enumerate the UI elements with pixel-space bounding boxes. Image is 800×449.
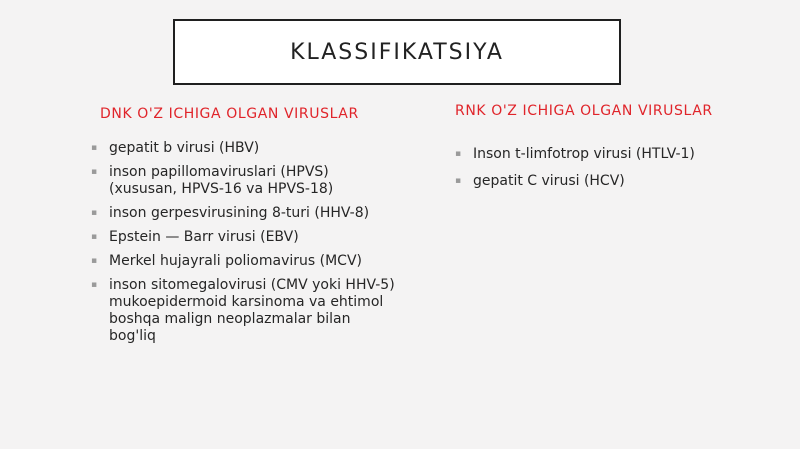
bullet-icon: ▪ bbox=[91, 256, 98, 266]
bullet-icon: ▪ bbox=[91, 208, 98, 218]
list-item-text: Inson t-limfotrop virusi (HTLV-1) bbox=[473, 146, 695, 162]
slide-title: KLASSIFIKATSIYA bbox=[290, 39, 504, 65]
dna-viruses-list bbox=[91, 140, 401, 352]
list-item-text: gepatit C virusi (HCV) bbox=[473, 173, 625, 189]
list-item-text: inson papillomaviruslari (HPVS) (xususan, HPVS-16 va HPVS-18) bbox=[109, 164, 334, 197]
title-box bbox=[173, 19, 621, 85]
list-item-text: Epstein — Barr virusi (EBV) bbox=[109, 229, 299, 245]
bullet-icon: ▪ bbox=[455, 149, 462, 159]
bullet-icon: ▪ bbox=[91, 280, 98, 290]
list-item-text: Merkel hujayrali poliomavirus (MCV) bbox=[109, 253, 362, 269]
list-item-text: gepatit b virusi (HBV) bbox=[109, 140, 260, 156]
list-item bbox=[91, 205, 401, 222]
bullet-icon: ▪ bbox=[455, 176, 462, 186]
rna-viruses-list bbox=[455, 146, 775, 200]
list-item bbox=[455, 173, 775, 190]
bullet-icon: ▪ bbox=[91, 167, 98, 177]
rna-viruses-heading: RNK O'Z ICHIGA OLGAN VIRUSLAR bbox=[455, 103, 713, 119]
list-item bbox=[91, 229, 401, 246]
dna-viruses-heading: DNK O'Z ICHIGA OLGAN VIRUSLAR bbox=[100, 106, 359, 122]
list-item bbox=[91, 253, 401, 270]
bullet-icon: ▪ bbox=[91, 232, 98, 242]
list-item bbox=[91, 164, 401, 198]
list-item bbox=[91, 277, 401, 345]
list-item-text: inson gerpesvirusining 8-turi (HHV-8) bbox=[109, 205, 370, 221]
list-item bbox=[91, 140, 401, 157]
list-item-text: inson sitomegalovirusi (CMV yoki HHV-5) mukoepidermoid karsinoma va ehtimol boshqa malign neoplazmalar bilan bog'liq bbox=[109, 277, 395, 344]
list-item bbox=[455, 146, 775, 163]
bullet-icon: ▪ bbox=[91, 143, 98, 153]
